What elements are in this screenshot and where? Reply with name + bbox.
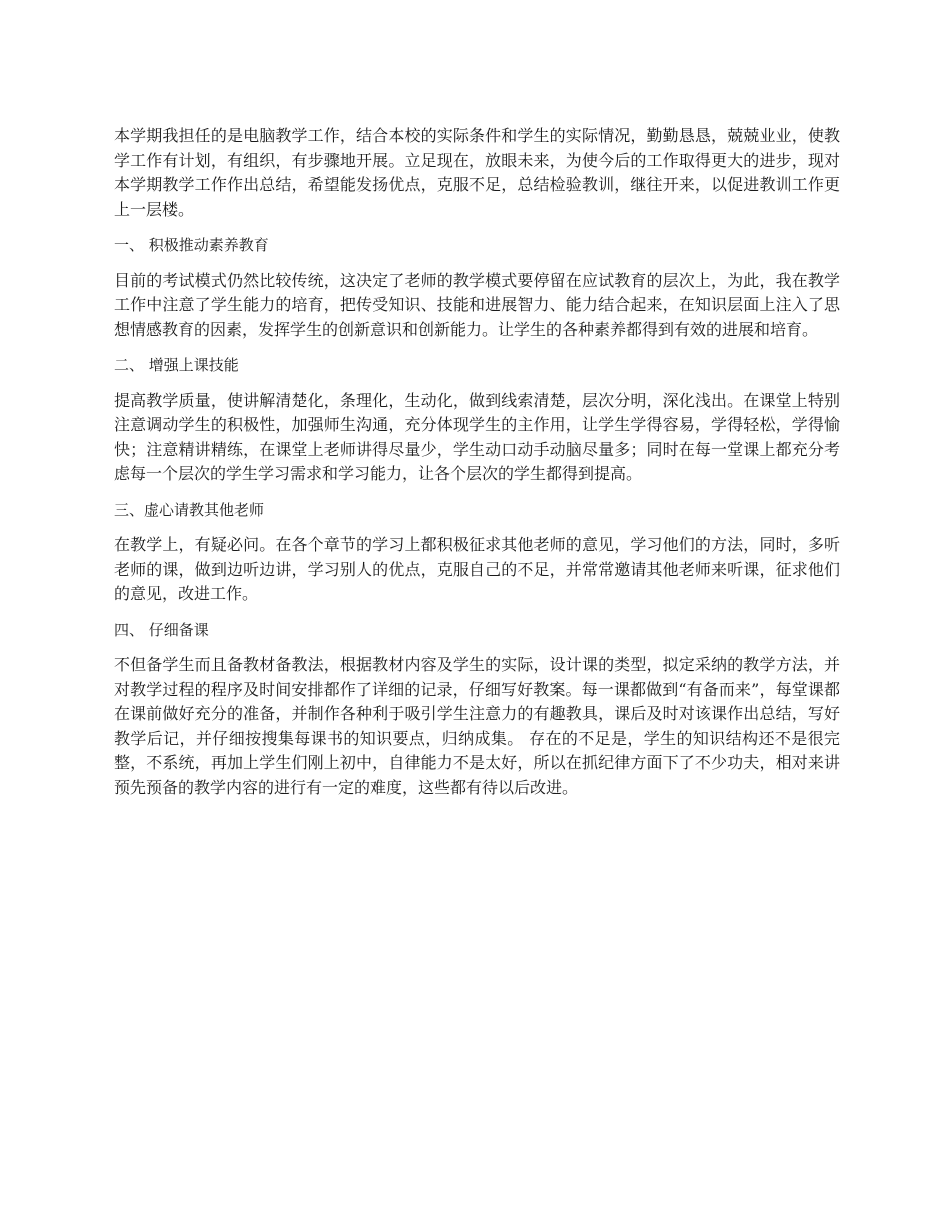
section-heading-1: 一、 积极推动素养教育 (114, 236, 269, 254)
section-heading-4: 四、 仔细备课 (114, 620, 209, 639)
section-heading-2: 二、 增强上课技能 (114, 356, 239, 374)
intro-paragraph: 本学期我担任的是电脑教学工作，结合本校的实际条件和学生的实际情况，勤勤恳恳，兢兢业业，使教学工作有计划，有组织，有步骤地开展。立足现在，放眼未来，为使今后的工作取得更大的进步，现对本学期教学工作作出总结，希望能发扬优点，克服不足，总结检验教训，继往开来，以促进教训工作更上一层楼。 (114, 126, 840, 219)
section-heading-3: 三、虚心请教其他老师 (114, 500, 265, 519)
section-body-1: 目前的考试模式仍然比较传统，这决定了老师的教学模式要停留在应试教育的层次上，为此，我在教学工作中注意了学生能力的培育，把传受知识、技能和进展智力、能力结合起来，在知识层面上注入了思想情感教育的因素，发挥学生的创新意识和创新能力。让学生的各种素养都得到有效的进展和培育。 (114, 270, 840, 339)
section-body-3: 在教学上，有疑必问。在各个章节的学习上都积极征求其他老师的意见，学习他们的方法，同时，多听老师的课，做到边听边讲，学习别人的优点，克服自己的不足，并常常邀请其他老师来听课，征求他们的意见，改进工作。 (114, 535, 840, 603)
section-body-2: 提高教学质量，使讲解清楚化，条理化，生动化，做到线索清楚，层次分明，深化浅出。在课堂上特别注意调动学生的积极性，加强师生沟通，充分体现学生的主作用，让学生学得容易，学得轻松，学得愉快；注意精讲精练，在课堂上老师讲得尽量少，学生动口动手动脑尽量多；同时在每一堂课上都充分考虑每一个层次的学生学习需求和学习能力，让各个层次的学生都得到提高。 (114, 390, 840, 483)
document-body (114, 124, 840, 811)
section-body-4: 不但备学生而且备教材备教法，根据教材内容及学生的实际，设计课的类型，拟定采纳的教学方法，并对教学过程的程序及时间安排都作了详细的记录，仔细写好教案。每一课都做到“有备而来”，每堂课都在课前做好充分的准备，并制作各种利于吸引学生注意力的有趣教具，课后及时对该课作出总结，写好教学后记，并仔细按搜集每课书的知识要点，归纳成集。 存在的不足是，学生的知识结构还不是很完整，不系统，再加上学生们刚上初中，自律能力不是太好，所以在抓纪律方面下了不少功夫，相对来讲预先预备的教学内容的进行有一定的难度，这些都有待以后改进。 (114, 655, 840, 797)
